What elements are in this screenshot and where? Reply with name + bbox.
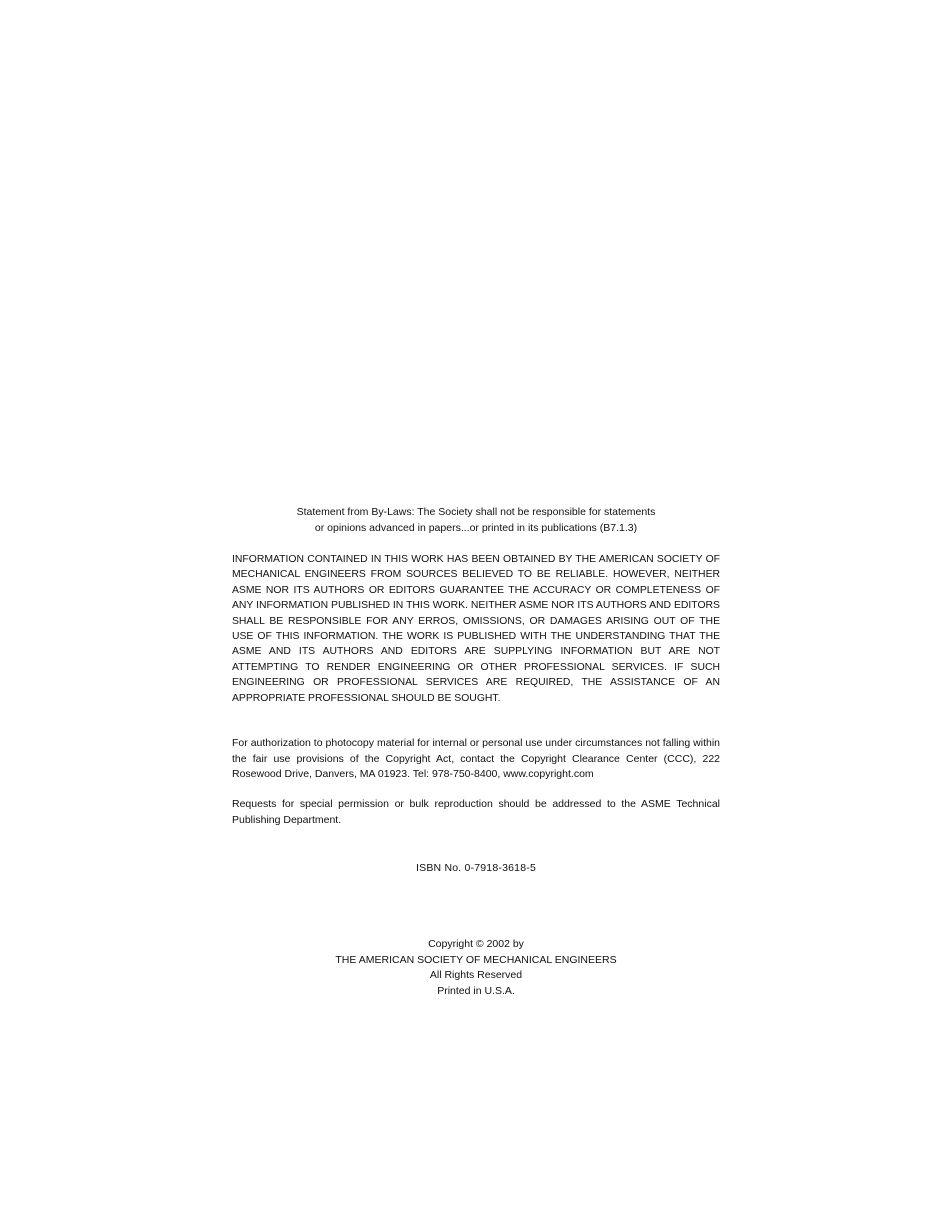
- bylaws-line-2: or opinions advanced in papers...or printed in its publications (B7.1.3): [314, 521, 638, 534]
- printed-in: Printed in U.S.A.: [437, 984, 515, 997]
- bylaws-statement: [232, 505, 720, 536]
- copyright-block: [232, 937, 720, 999]
- copyright-line: Copyright © 2002 by: [428, 938, 524, 950]
- isbn-number: ISBN No. 0-7918-3618-5: [416, 862, 536, 874]
- rights-reserved: All Rights Reserved: [429, 969, 523, 981]
- liability-disclaimer: INFORMATION CONTAINED IN THIS WORK HAS BEEN OBTAINED BY THE AMERICAN SOCIETY OF MECHANICAL ENGINEERS FROM SOURCES BELIEVED TO BE RELIABLE. HOWEVER, NEITHER ASME NOR ITS AUTHORS OR EDITORS GUARANTEE THE ACCURACY OR COMPLETENESS OF ANY INFORMATION PUBLISHED IN THIS WORK. NEITHER ASME NOR ITS AUTHORS AND EDITORS SHALL BE RESPONSIBLE FOR ANY ERROS, OMISSIONS, OR DAMAGES ARISING OUT OF THE USE OF THIS INFORMATION. THE WORK IS PUBLISHED WITH THE UNDERSTANDING THAT THE ASME AND ITS AUTHORS AND EDITORS ARE SUPPLYING INFORMATION BUT ARE NOT ATTEMPTING TO RENDER ENGINEERING OR OTHER PROFESSIONAL SERVICES. IF SUCH ENGINEERING OR PROFESSIONAL SERVICES ARE REQUIRED, THE ASSISTANCE OF AN APPROPRIATE PROFESSIONAL SHOULD BE SOUGHT.: [232, 554, 720, 704]
- publisher-name: THE AMERICAN SOCIETY OF MECHANICAL ENGINEERS: [335, 953, 617, 966]
- bylaws-line-1: Statement from By-Laws: The Society shall not be responsible for statements: [296, 506, 656, 518]
- permission-requests: Requests for special permission or bulk reproduction should be addressed to the ASME Technical Publishing Department.: [232, 798, 720, 826]
- photocopy-authorization: For authorization to photocopy material for internal or personal use under circumstances not falling within the fair use provisions of the Copyright Act, contact the Copyright Clearance Center (CCC), 222 Rosewood Drive, Danvers, MA 01923. Tel: 978-750-8400, www.copyright.com: [232, 737, 720, 780]
